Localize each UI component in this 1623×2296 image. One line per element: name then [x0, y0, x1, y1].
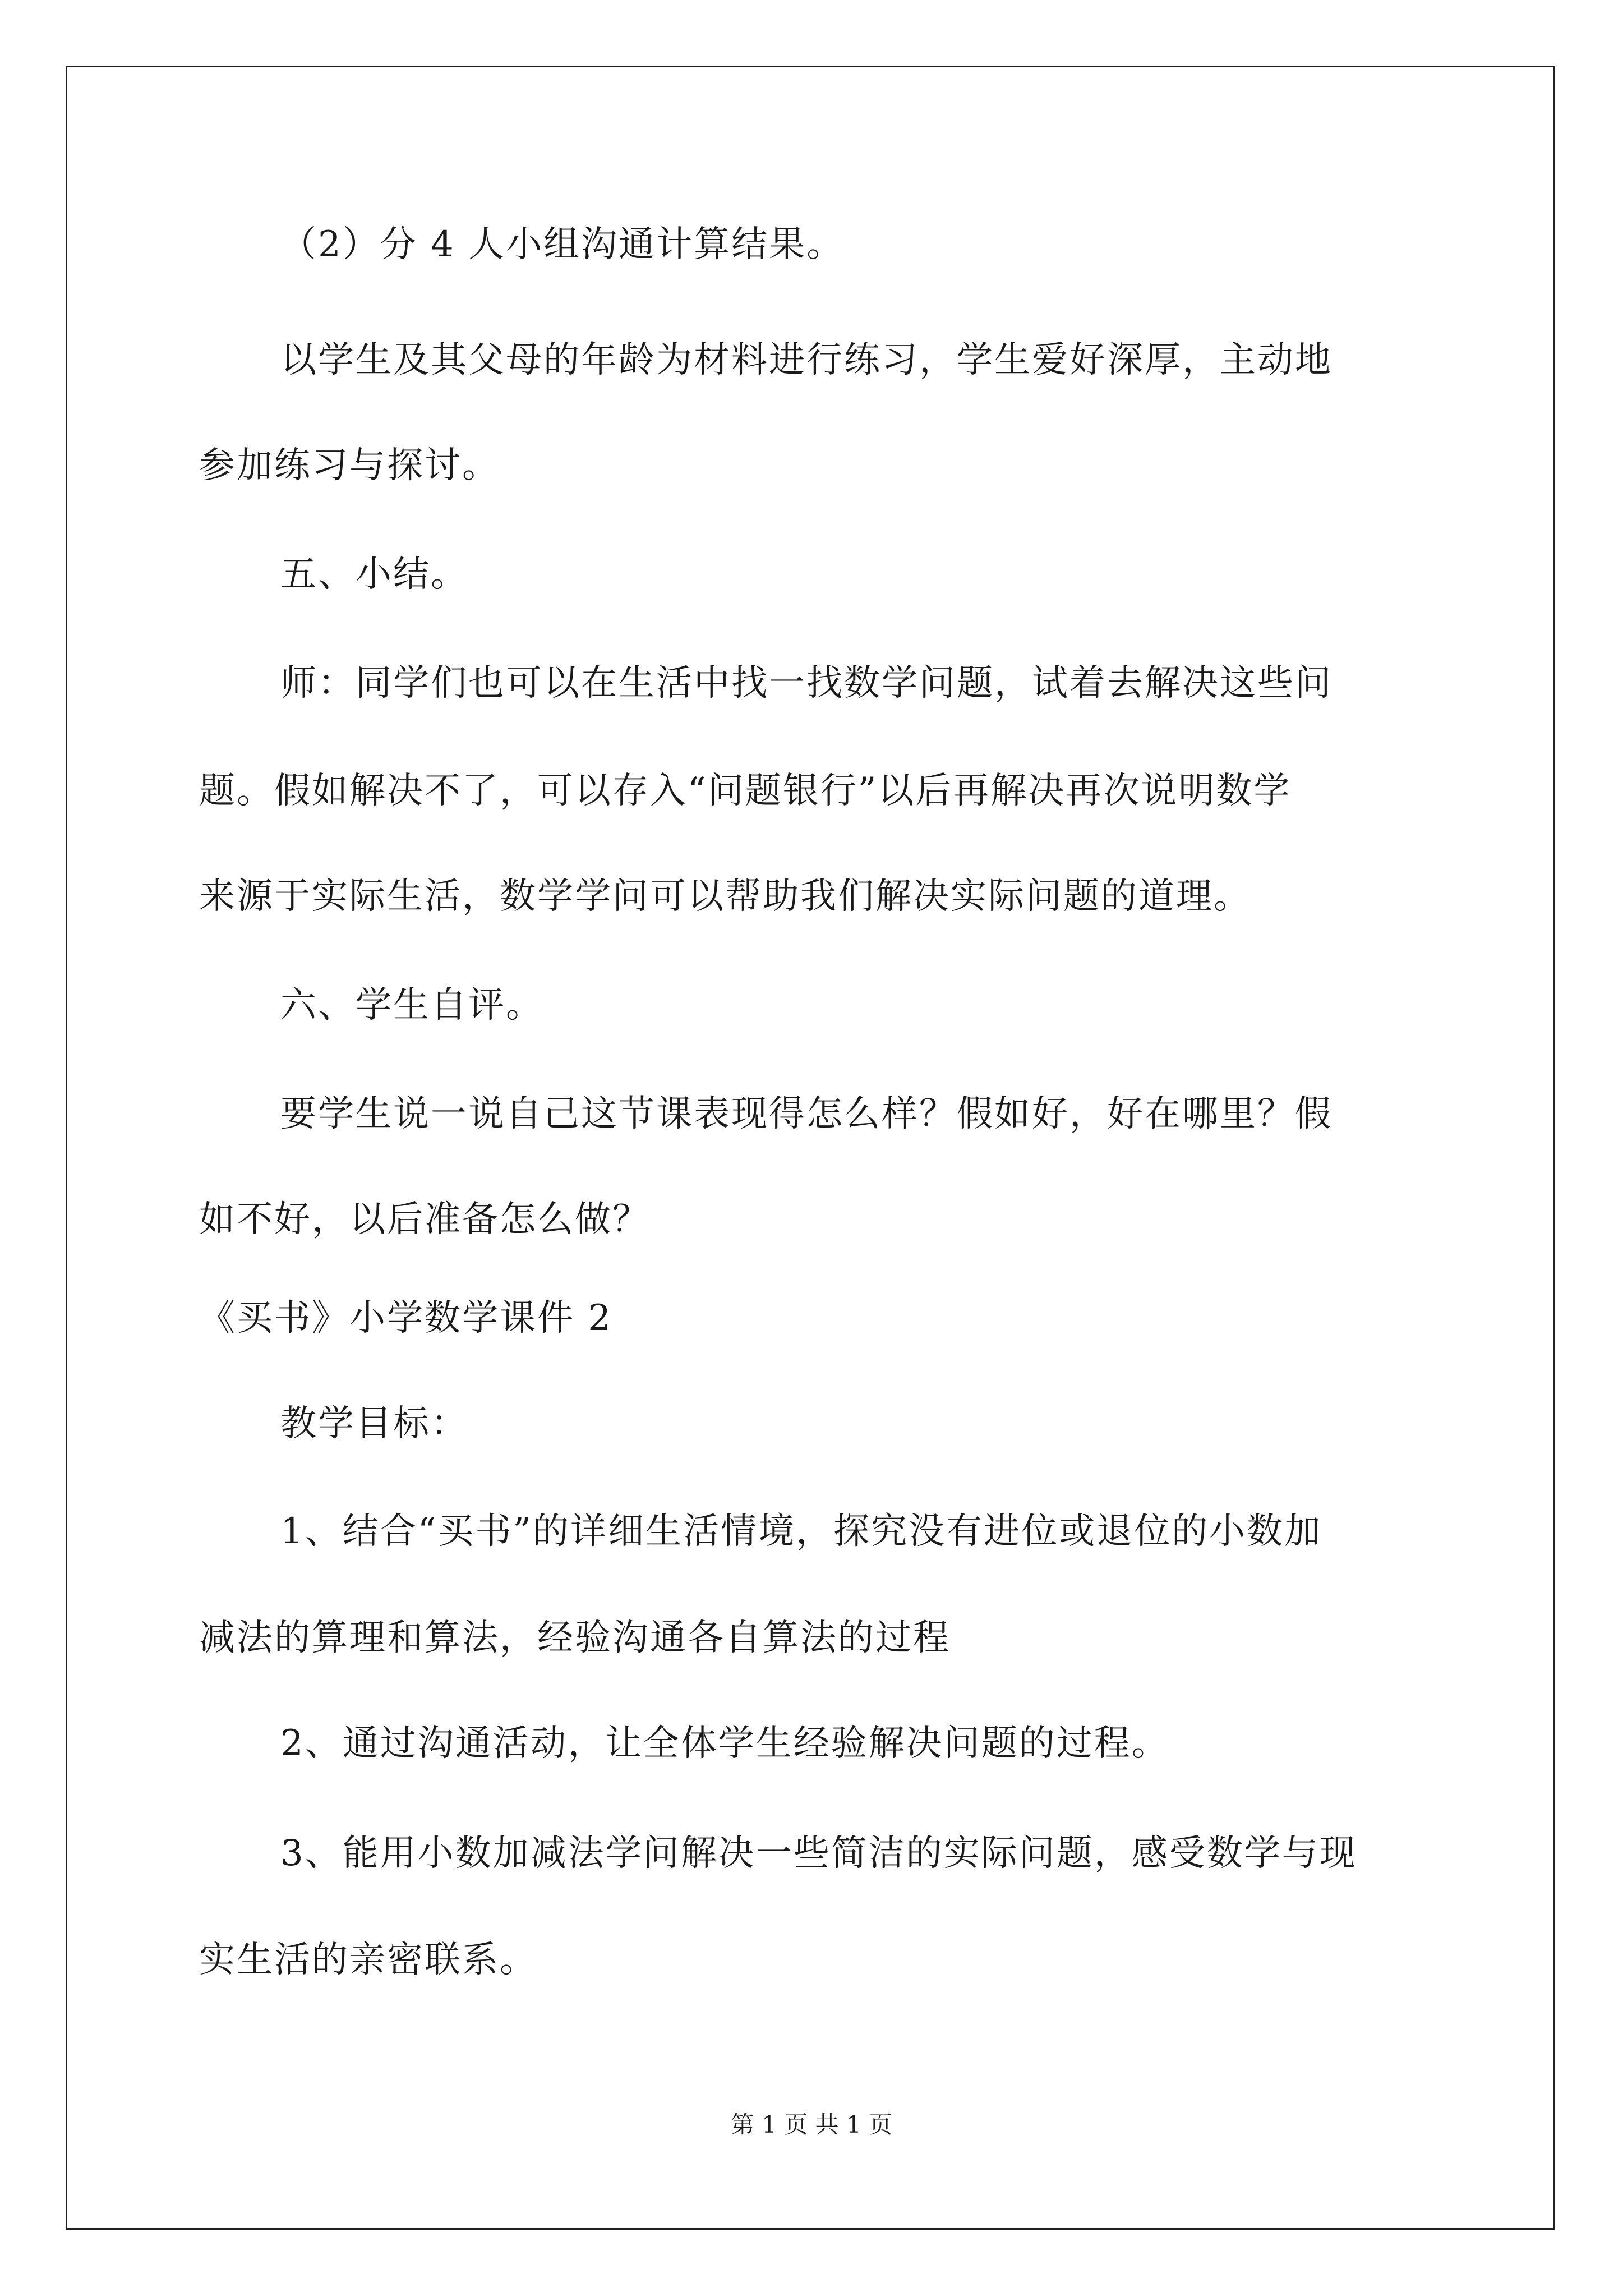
paragraph-line: 1、结合“买书”的详细生活情境，探究没有进位或退位的小数加	[280, 1511, 1322, 1552]
page-number: 第 1 页 共 1 页	[730, 2111, 893, 2138]
section-heading: 五、小结。	[280, 554, 468, 595]
paragraph-line: 参加练习与探讨。	[199, 445, 500, 486]
paragraph-line: 3、能用小数加减法学问解决一些简洁的实际问题，感受数学与现	[280, 1833, 1357, 1874]
paragraph-line: 实生活的亲密联系。	[199, 1939, 537, 1981]
paragraph-line: 题。假如解决不了，可以存入“问题银行”以后再解决再次说明数学	[199, 770, 1292, 812]
paragraph-line: 2、通过沟通活动，让全体学生经验解决问题的过程。	[280, 1723, 1169, 1764]
paragraph-line: 如不好，以后准备怎么做？	[199, 1199, 650, 1240]
paragraph-line: 减法的算理和算法，经验沟通各自算法的过程	[199, 1617, 951, 1659]
paragraph-line: 师：同学们也可以在生活中找一找数学问题，试着去解决这些问	[280, 662, 1332, 704]
paragraph-line: 以学生及其父母的年龄为材料进行练习，学生爱好深厚，主动地	[280, 339, 1332, 381]
paragraph-line: 来源于实际生活，数学学问可以帮助我们解决实际问题的道理。	[199, 876, 1251, 917]
section-heading: 教学目标：	[280, 1403, 468, 1444]
document-title: 《买书》小学数学课件 2	[199, 1297, 613, 1339]
page-border	[66, 66, 1555, 2230]
paragraph-line: 要学生说一说自己这节课表现得怎么样？假如好，好在哪里？假	[280, 1093, 1332, 1135]
paragraph-line: （2）分 4 人小组沟通计算结果。	[280, 224, 845, 265]
section-heading: 六、学生自评。	[280, 984, 543, 1026]
